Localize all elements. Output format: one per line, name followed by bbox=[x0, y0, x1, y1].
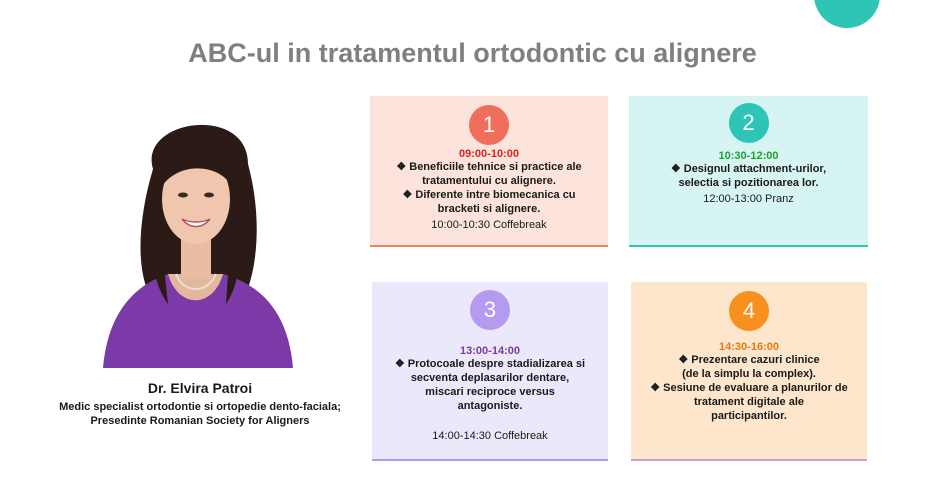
session-time: 10:30-12:00 bbox=[718, 150, 779, 162]
decorative-circle bbox=[814, 0, 880, 28]
session-topic-line: participantilor. bbox=[711, 410, 787, 422]
session-number-badge: 3 bbox=[470, 290, 510, 330]
session-card-2 bbox=[629, 96, 868, 247]
card-underline bbox=[372, 459, 608, 461]
speaker-photo bbox=[98, 109, 295, 368]
break-note: 14:00-14:30 Coffebreak bbox=[432, 430, 548, 442]
session-topic-line: ❖ Sesiune de evaluare a planurilor de bbox=[650, 382, 848, 394]
session-topic-line: ❖ Diferente intre biomecanica cu bbox=[402, 189, 576, 201]
session-number-badge: 1 bbox=[469, 105, 509, 145]
session-number-badge: 4 bbox=[729, 291, 769, 331]
speaker-role-line-2: Presedinte Romanian Society for Aligners bbox=[90, 415, 310, 427]
session-topic-line: ❖ Prezentare cazuri clinice bbox=[678, 354, 820, 366]
session-topic-line: tratamentului cu alignere. bbox=[422, 175, 556, 187]
session-number-badge: 2 bbox=[729, 103, 769, 143]
session-card-4 bbox=[631, 282, 867, 461]
break-note: 10:00-10:30 Coffebreak bbox=[431, 219, 547, 231]
session-topic-line: selectia si pozitionarea lor. bbox=[678, 177, 819, 189]
session-time: 09:00-10:00 bbox=[459, 148, 519, 160]
session-card-3 bbox=[372, 282, 608, 461]
break-note: 12:00-13:00 Pranz bbox=[703, 193, 794, 205]
session-topic-line: antagoniste. bbox=[457, 400, 523, 412]
session-topic-line: ❖ Designul attachment-urilor, bbox=[670, 163, 827, 175]
session-topic-line: secventa deplasarilor dentare, bbox=[410, 372, 570, 384]
card-underline bbox=[631, 459, 867, 461]
session-topic-line: ❖ Protocoale despre stadializarea si bbox=[394, 358, 586, 370]
speaker-info bbox=[20, 380, 380, 428]
session-time: 14:30-16:00 bbox=[719, 341, 779, 353]
speaker-name: Dr. Elvira Patroi bbox=[147, 380, 253, 396]
session-topic-line: (de la simplu la complex). bbox=[682, 368, 816, 380]
page-title: ABC-ul in tratamentul ortodontic cu alignere bbox=[188, 38, 757, 68]
session-topic-line: miscari reciproce versus bbox=[425, 386, 555, 398]
card-underline bbox=[370, 245, 608, 247]
session-topic-line: tratament digitale ale bbox=[693, 396, 805, 408]
card-underline bbox=[629, 245, 868, 247]
session-card-1 bbox=[370, 96, 608, 247]
speaker-role-line-1: Medic specialist ortodontie si ortopedie dento-faciala; bbox=[59, 401, 341, 413]
session-topic-line: bracketi si alignere. bbox=[437, 203, 541, 215]
session-time: 13:00-14:00 bbox=[460, 345, 520, 357]
session-topic-line: ❖ Beneficiile tehnice si practice ale bbox=[396, 161, 582, 173]
